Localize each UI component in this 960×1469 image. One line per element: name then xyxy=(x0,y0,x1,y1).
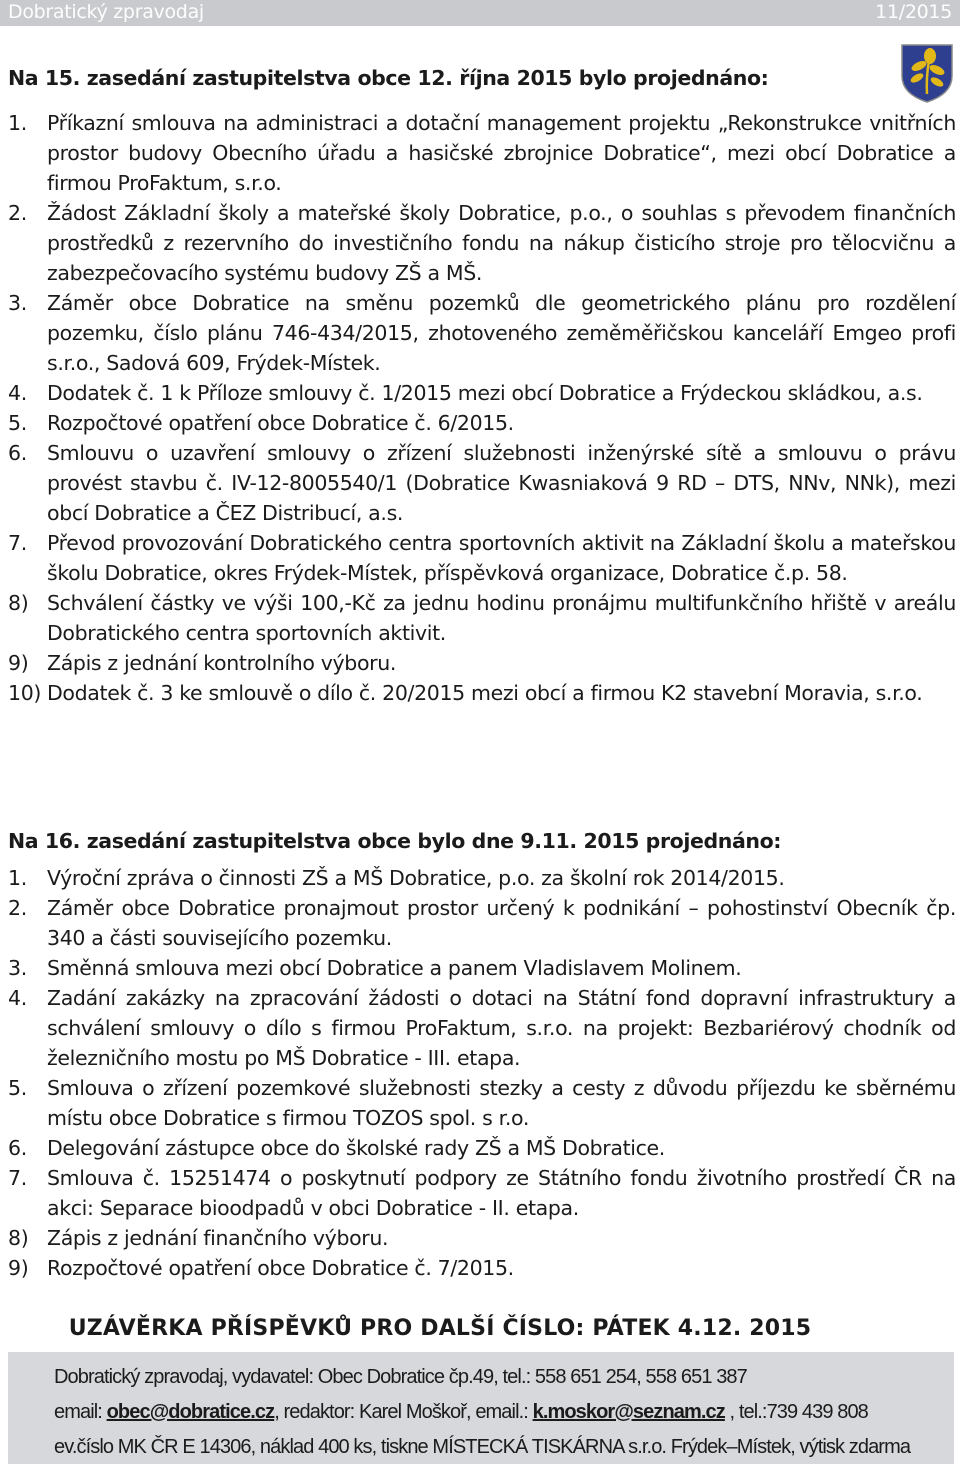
agenda-item-number: 6. xyxy=(8,1136,27,1160)
editor-email-link[interactable]: k.moskor@seznam.cz xyxy=(532,1401,725,1423)
agenda-item-number: 10) xyxy=(8,681,42,705)
agenda-item xyxy=(8,893,956,953)
header-bar xyxy=(0,0,960,26)
section-1-agenda-list xyxy=(8,108,956,708)
agenda-item-text: Záměr obce Dobratice na směnu pozemků dle geometrického plánu pro rozdělení pozemku, číslo plánu 746-434/2015, zhotoveného zeměměřičskou kanceláří Emgeo profi s.r.o., Sadová 609, Frýdek-Místek. xyxy=(47,291,956,375)
footer-publisher-line: Dobratický zpravodaj, vydavatel: Obec Dobratice čp.49, tel.: 558 651 254, 558 651 387 xyxy=(54,1366,747,1388)
agenda-item-text: Zápis z jednání finančního výboru. xyxy=(47,1226,389,1250)
agenda-item xyxy=(8,288,956,378)
agenda-item-text: Příkazní smlouva na administraci a dotační management projektu „Rekonstrukce vnitřních prostor budovy Obecního úřadu a hasičské zbrojnice Dobratice“, mezi obcí Dobratice a firmou ProFaktum, s.r.o. xyxy=(47,111,956,195)
agenda-item xyxy=(8,528,956,588)
editor-label: , redaktor: Karel Moškoř, email.: xyxy=(274,1401,533,1423)
agenda-item xyxy=(8,198,956,288)
agenda-item-number: 1. xyxy=(8,866,27,890)
agenda-item-number: 2. xyxy=(8,896,27,920)
agenda-item-text: Dodatek č. 3 ke smlouvě o dílo č. 20/2015 mezi obcí a firmou K2 stavební Moravia, s.r.o. xyxy=(47,681,923,705)
agenda-item xyxy=(8,678,956,708)
footer-registration-line: ev.číslo MK ČR E 14306, náklad 400 ks, tiskne MÍSTECKÁ TISKÁRNA s.r.o. Frýdek–Místek, výtisk zdarma xyxy=(54,1436,911,1458)
email-label: email: xyxy=(54,1401,107,1423)
agenda-item-number: 3. xyxy=(8,956,27,980)
agenda-item-number: 5. xyxy=(8,1076,27,1100)
issue-number: 11/2015 xyxy=(875,1,952,23)
agenda-item-number: 9) xyxy=(8,651,29,675)
agenda-item-text: Výroční zpráva o činnosti ZŠ a MŠ Dobratice, p.o. za školní rok 2014/2015. xyxy=(47,866,785,890)
agenda-item-number: 8) xyxy=(8,1226,29,1250)
agenda-item xyxy=(8,648,956,678)
agenda-item-text: Delegování zástupce obce do školské rady ZŠ a MŠ Dobratice. xyxy=(47,1136,665,1160)
agenda-item-number: 7. xyxy=(8,531,27,555)
agenda-item-text: Smlouva o zřízení pozemkové služebnosti stezky a cesty z důvodu příjezdu ke sběrnému místu obce Dobratice s firmou TOZOS spol. s r.o. xyxy=(47,1076,956,1130)
agenda-item-text: Smlouva č. 15251474 o poskytnutí podpory ze Státního fondu životního prostředí ČR na akci: Separace bioodpadů v obci Dobratice - II. etapa. xyxy=(47,1166,956,1220)
agenda-item xyxy=(8,588,956,648)
newsletter-title: Dobratický zpravodaj xyxy=(8,1,204,23)
agenda-item-text: Směnná smlouva mezi obcí Dobratice a panem Vladislavem Molinem. xyxy=(47,956,742,980)
agenda-item-text: Převod provozování Dobratického centra sportovních aktivit na Základní školu a mateřskou školu Dobratice, okres Frýdek-Místek, příspěvková organizace, Dobratice č.p. 58. xyxy=(47,531,956,585)
agenda-item xyxy=(8,108,956,198)
agenda-item xyxy=(8,378,956,408)
agenda-item xyxy=(8,1223,956,1253)
editor-phone: , tel.:739 439 808 xyxy=(724,1401,868,1423)
agenda-item xyxy=(8,1133,956,1163)
agenda-item-number: 4. xyxy=(8,381,27,405)
agenda-item xyxy=(8,408,956,438)
agenda-item-text: Žádost Základní školy a mateřské školy Dobratice, p.o., o souhlas s převodem finančních prostředků z rezervního do investičního fondu na nákup čisticího stroje pro tělocvičnu a zabezpečovacího systému budovy ZŠ a MŠ. xyxy=(47,201,956,285)
agenda-item-text: Rozpočtové opatření obce Dobratice č. 7/2015. xyxy=(47,1256,514,1280)
agenda-item-number: 8) xyxy=(8,591,29,615)
municipal-crest-icon xyxy=(899,42,955,104)
agenda-item-number: 4. xyxy=(8,986,27,1010)
section-1-title: Na 15. zasedání zastupitelstva obce 12. října 2015 bylo projednáno: xyxy=(8,66,769,90)
agenda-item xyxy=(8,1073,956,1133)
agenda-item-number: 1. xyxy=(8,111,27,135)
agenda-item-number: 7. xyxy=(8,1166,27,1190)
agenda-item-text: Zadání zakázky na zpracování žádosti o dotaci na Státní fond dopravní infrastruktury a schválení smlouvy o dílo s firmou ProFaktum, s.r.o. na projekt: Bezbariérový chodník od železničního mostu po MŠ Dobratice - III. etapa. xyxy=(47,986,956,1070)
footer-imprint xyxy=(8,1352,954,1464)
section-2-agenda-list xyxy=(8,863,956,1283)
agenda-item-text: Smlouvu o uzavření smlouvy o zřízení služebnosti inženýrské sítě a smlouvu o právu provést stavbu č. IV-12-8005540/1 (Dobratice Kwasniaková 9 RD – DTS, NNv, NNk), mezi obcí Dobratice a ČEZ Distribucí, a.s. xyxy=(47,441,956,525)
agenda-item-number: 2. xyxy=(8,201,27,225)
office-email-link[interactable]: obec@dobratice.cz xyxy=(106,1401,275,1423)
agenda-item xyxy=(8,863,956,893)
agenda-item xyxy=(8,1163,956,1223)
footer-contact-line xyxy=(54,1396,954,1431)
agenda-item-number: 6. xyxy=(8,441,27,465)
agenda-item xyxy=(8,438,956,528)
agenda-item-number: 9) xyxy=(8,1256,29,1280)
section-2-title: Na 16. zasedání zastupitelstva obce bylo dne 9.11. 2015 projednáno: xyxy=(8,829,782,853)
agenda-item-text: Schválení částky ve výši 100,-Kč za jednu hodinu pronájmu multifunkčního hřiště v areálu Dobratického centra sportovních aktivit. xyxy=(47,591,956,645)
agenda-item-text: Zápis z jednání kontrolního výboru. xyxy=(47,651,397,675)
agenda-item-text: Záměr obce Dobratice pronajmout prostor určený k podnikání – pohostinství Obecník čp. 340 a části souvisejícího pozemku. xyxy=(47,896,956,950)
agenda-item-text: Rozpočtové opatření obce Dobratice č. 6/2015. xyxy=(47,411,514,435)
agenda-item xyxy=(8,983,956,1073)
agenda-item-number: 3. xyxy=(8,291,27,315)
agenda-item-text: Dodatek č. 1 k Příloze smlouvy č. 1/2015 mezi obcí Dobratice a Frýdeckou skládkou, a.s. xyxy=(47,381,923,405)
agenda-item xyxy=(8,1253,956,1283)
agenda-item-number: 5. xyxy=(8,411,27,435)
agenda-item xyxy=(8,953,956,983)
deadline-notice: UZÁVĚRKA PŘÍSPĚVKŮ PRO DALŠÍ ČÍSLO: PÁTEK 4.12. 2015 xyxy=(68,1316,812,1341)
